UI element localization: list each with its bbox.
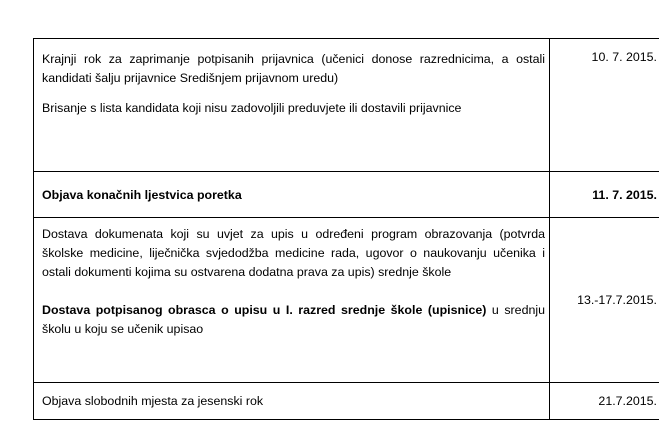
row-description: Objava konačnih ljestvica poretka (34, 172, 550, 218)
table-row (34, 383, 659, 420)
row-description (34, 39, 550, 172)
row-date: 10. 7. 2015. (550, 39, 659, 172)
table-row (34, 39, 659, 172)
row-description: Objava slobodnih mjesta za jesenski rok (34, 383, 550, 420)
row-date: 11. 7. 2015. (550, 172, 659, 218)
row-description (34, 218, 550, 383)
row-date: 21.7.2015. (550, 383, 659, 420)
enrollment-form-rest-text: u srednju školu u koju se učenik upisao (42, 303, 545, 336)
removal-paragraph: Brisanje s lista kandidata koji nisu zadovoljili preduvjete ili dostavili prijavnice (42, 101, 462, 115)
enrollment-form-paragraph (42, 301, 545, 339)
deadline-paragraph: Krajnji rok za zaprimanje potpisanih prijavnica (učenici donose razrednicima, a ostali kandidati šalju prijavnice Središnjem prijavnom uredu) (42, 52, 545, 85)
row-date: 13.-17.7.2015. (550, 218, 659, 383)
enrollment-form-bold-text: Dostava potpisanog obrasca o upisu u I. razred srednje škole (upisnice) (42, 303, 487, 317)
enrollment-schedule-table (33, 38, 659, 420)
documents-paragraph: Dostava dokumenata koji su uvjet za upis u određeni program obrazovanja (potvrda školske medicine, liječnička svjedodžba medicine rada, ugovor o naukovanju učenika i ostali dokumenti kojima su ostvarena dodatna prava za upis) srednje škole (42, 227, 545, 279)
table-row (34, 172, 659, 218)
table-row (34, 218, 659, 383)
